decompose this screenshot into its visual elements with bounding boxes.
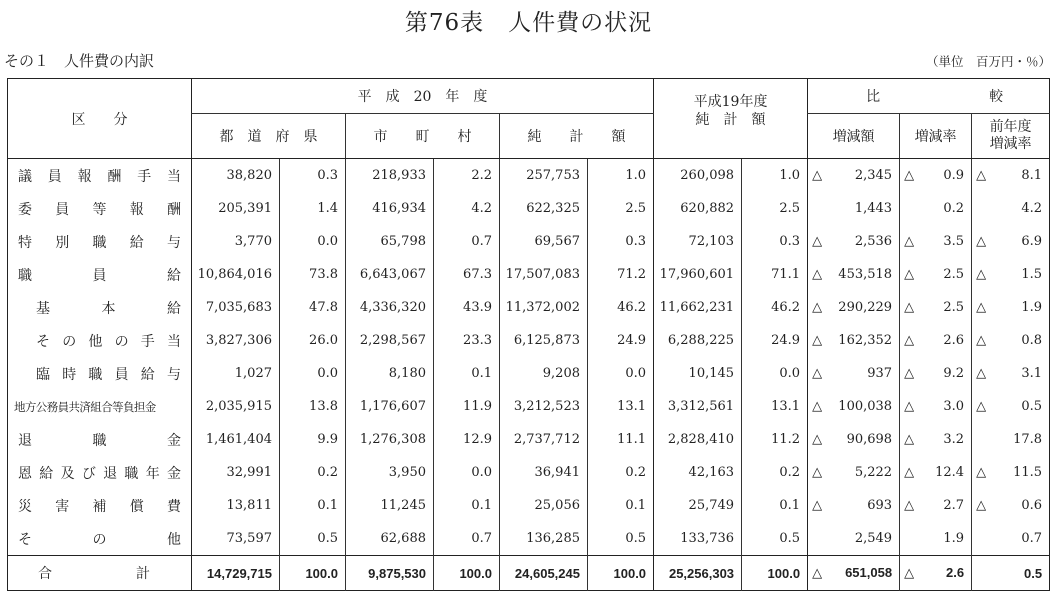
value: 2.6 <box>945 565 965 580</box>
cell-pref: 3,827,306 <box>192 324 280 357</box>
cell-muni: 3,950 <box>346 456 434 489</box>
cell-fy19: 10,145 <box>654 357 742 390</box>
value: 2,345 <box>854 168 893 183</box>
value: 100,038 <box>838 399 893 414</box>
value: 2.7 <box>943 498 965 513</box>
cell-chg <box>808 423 900 456</box>
header-fy19 <box>654 79 808 159</box>
cell-rate <box>900 423 972 456</box>
cell-chg <box>808 258 900 291</box>
decrease-triangle-sign: △ <box>904 565 915 580</box>
table-subtitle: その１ 人件費の内訳 <box>4 52 155 70</box>
row-label: 臨時職員給与 <box>36 366 181 383</box>
cell-rate <box>900 556 972 591</box>
cell-muni-pct: 2.2 <box>434 159 500 193</box>
cell-net-pct: 100.0 <box>588 556 654 591</box>
decrease-triangle-sign: △ <box>812 465 823 480</box>
cell-net-pct: 0.1 <box>588 489 654 522</box>
decrease-triangle-sign: △ <box>812 498 823 513</box>
cell-rate <box>900 456 972 489</box>
cell-muni-pct: 0.1 <box>434 357 500 390</box>
cell-chg <box>808 225 900 258</box>
decrease-triangle-sign: △ <box>904 168 915 183</box>
cell-pref-pct: 1.4 <box>280 192 346 225</box>
decrease-triangle-sign: △ <box>976 465 987 480</box>
decrease-triangle-sign: △ <box>812 399 823 414</box>
cell-rate <box>900 159 972 193</box>
cell-prev <box>972 159 1050 193</box>
header-prefectures: 都 道 府 県 <box>192 114 346 159</box>
cell-pref-pct: 47.8 <box>280 291 346 324</box>
cell-muni-pct: 11.9 <box>434 390 500 423</box>
row-label: 委員等報酬 <box>18 201 181 218</box>
cell-pref: 32,991 <box>192 456 280 489</box>
row-label: 地方公務員共済組合等負担金 <box>14 399 156 414</box>
cell-muni: 62,688 <box>346 522 434 556</box>
cell-chg <box>808 390 900 423</box>
cell-prev <box>972 324 1050 357</box>
cell-muni: 9,875,530 <box>346 556 434 591</box>
cell-prev <box>972 456 1050 489</box>
header-municipalities: 市 町 村 <box>346 114 500 159</box>
cell-net-pct: 0.3 <box>588 225 654 258</box>
row-label: 議員報酬手当 <box>18 168 181 185</box>
cell-pref-pct: 0.0 <box>280 225 346 258</box>
page-title: 第76表 人件費の状況 <box>404 10 653 36</box>
cell-fy19: 3,312,561 <box>654 390 742 423</box>
header-change-rate: 増減率 <box>900 114 972 159</box>
value: 1.9 <box>1021 300 1043 315</box>
cell-net: 3,212,523 <box>500 390 588 423</box>
table-row <box>8 225 1050 258</box>
decrease-triangle-sign: △ <box>812 300 823 315</box>
header-net-total: 純 計 額 <box>500 114 654 159</box>
cell-prev <box>972 423 1050 456</box>
cell-pref: 10,864,016 <box>192 258 280 291</box>
cell-pref-pct: 0.2 <box>280 456 346 489</box>
unit-note: （単位 百万円・％） <box>925 54 1051 69</box>
value: 11.5 <box>1013 465 1043 480</box>
cell-pref-pct: 0.3 <box>280 159 346 193</box>
table-row <box>8 357 1050 390</box>
cell-prev <box>972 357 1050 390</box>
value: 0.7 <box>1021 531 1043 546</box>
value: 0.2 <box>943 201 965 216</box>
cell-rate <box>900 390 972 423</box>
decrease-triangle-sign: △ <box>904 465 915 480</box>
cell-fy19-pct: 100.0 <box>742 556 808 591</box>
decrease-triangle-sign: △ <box>812 366 823 381</box>
cell-net: 17,507,083 <box>500 258 588 291</box>
cell-muni: 416,934 <box>346 192 434 225</box>
cell-muni-pct: 23.3 <box>434 324 500 357</box>
table-row <box>8 192 1050 225</box>
decrease-triangle-sign: △ <box>904 432 915 447</box>
cell-pref: 14,729,715 <box>192 556 280 591</box>
value: 5,222 <box>854 465 893 480</box>
cell-net: 136,285 <box>500 522 588 556</box>
value: 9.2 <box>943 366 965 381</box>
cell-pref-pct: 0.1 <box>280 489 346 522</box>
table-row <box>8 456 1050 489</box>
cell-fy19-pct: 0.5 <box>742 522 808 556</box>
cell-rate <box>900 522 972 556</box>
decrease-triangle-sign: △ <box>976 399 987 414</box>
cell-muni-pct: 4.2 <box>434 192 500 225</box>
value: 0.5 <box>1024 565 1043 581</box>
decrease-triangle-sign: △ <box>976 333 987 348</box>
cell-fy19: 6,288,225 <box>654 324 742 357</box>
cell-muni: 4,336,320 <box>346 291 434 324</box>
value: 2,549 <box>854 531 893 546</box>
decrease-triangle-sign: △ <box>812 432 823 447</box>
cell-net-pct: 46.2 <box>588 291 654 324</box>
cell-net: 9,208 <box>500 357 588 390</box>
cell-fy19: 620,882 <box>654 192 742 225</box>
cell-pref-pct: 73.8 <box>280 258 346 291</box>
row-label: 災害補償費 <box>18 498 181 515</box>
decrease-triangle-sign: △ <box>976 168 987 183</box>
cell-pref: 7,035,683 <box>192 291 280 324</box>
cell-pref-pct: 9.9 <box>280 423 346 456</box>
table-row <box>8 324 1050 357</box>
cell-prev <box>972 291 1050 324</box>
cell-chg <box>808 324 900 357</box>
cell-net-pct: 0.2 <box>588 456 654 489</box>
decrease-triangle-sign: △ <box>904 366 915 381</box>
decrease-triangle-sign: △ <box>904 498 915 513</box>
cell-muni: 1,176,607 <box>346 390 434 423</box>
cell-pref-pct: 13.8 <box>280 390 346 423</box>
cell-prev <box>972 258 1050 291</box>
value: 3.1 <box>1021 366 1043 381</box>
value: 937 <box>867 366 893 381</box>
cell-net: 36,941 <box>500 456 588 489</box>
cell-rate <box>900 324 972 357</box>
row-label: その他の手当 <box>36 333 181 350</box>
cell-fy19: 25,256,303 <box>654 556 742 591</box>
cell-rate <box>900 225 972 258</box>
table-body <box>8 159 1050 591</box>
cell-chg <box>808 489 900 522</box>
personnel-cost-table <box>7 78 1050 591</box>
decrease-triangle-sign: △ <box>812 565 823 580</box>
cell-pref: 73,597 <box>192 522 280 556</box>
cell-pref-pct: 26.0 <box>280 324 346 357</box>
header-prev-rate-line2: 増減率 <box>989 136 1032 152</box>
cell-fy19: 72,103 <box>654 225 742 258</box>
value: 6.9 <box>1021 234 1043 249</box>
cell-pref: 205,391 <box>192 192 280 225</box>
cell-chg <box>808 192 900 225</box>
cell-fy19-pct: 0.0 <box>742 357 808 390</box>
cell-fy19-pct: 71.1 <box>742 258 808 291</box>
cell-muni: 218,933 <box>346 159 434 193</box>
value: 8.1 <box>1021 168 1043 183</box>
value: 693 <box>867 498 893 513</box>
cell-prev <box>972 225 1050 258</box>
cell-muni-pct: 0.0 <box>434 456 500 489</box>
cell-pref-pct: 0.0 <box>280 357 346 390</box>
cell-muni-pct: 100.0 <box>434 556 500 591</box>
cell-rate <box>900 258 972 291</box>
header-fy19-line2: 純 計 額 <box>695 112 766 128</box>
decrease-triangle-sign: △ <box>976 234 987 249</box>
cell-muni-pct: 0.7 <box>434 522 500 556</box>
header-prev-rate-line1: 前年度 <box>989 119 1032 135</box>
cell-muni: 2,298,567 <box>346 324 434 357</box>
decrease-triangle-sign: △ <box>976 498 987 513</box>
cell-fy19: 2,828,410 <box>654 423 742 456</box>
cell-prev <box>972 522 1050 556</box>
cell-net-pct: 1.0 <box>588 159 654 193</box>
cell-fy19-pct: 1.0 <box>742 159 808 193</box>
table-row <box>8 390 1050 423</box>
cell-fy19-pct: 0.3 <box>742 225 808 258</box>
cell-prev <box>972 390 1050 423</box>
cell-net: 2,737,712 <box>500 423 588 456</box>
cell-pref: 13,811 <box>192 489 280 522</box>
table-row <box>8 291 1050 324</box>
value: 3.2 <box>943 432 965 447</box>
row-label: 職員給 <box>18 267 181 284</box>
cell-net: 11,372,002 <box>500 291 588 324</box>
cell-rate <box>900 489 972 522</box>
cell-fy19-pct: 0.2 <box>742 456 808 489</box>
table-row <box>8 423 1050 456</box>
value: 2.5 <box>943 267 965 282</box>
value: 1,443 <box>854 201 893 216</box>
row-label: 退職金 <box>18 432 181 449</box>
value: 0.8 <box>1021 333 1043 348</box>
row-label: 恩給及び退職年金 <box>18 465 181 482</box>
decrease-triangle-sign: △ <box>904 333 915 348</box>
cell-muni-pct: 0.7 <box>434 225 500 258</box>
decrease-triangle-sign: △ <box>812 234 823 249</box>
decrease-triangle-sign: △ <box>904 300 915 315</box>
header-fy19-line1: 平成19年度 <box>693 94 768 110</box>
value: 1.9 <box>943 531 965 546</box>
value: 4.2 <box>1021 201 1043 216</box>
value: 0.5 <box>1021 399 1043 414</box>
value: 2.5 <box>943 300 965 315</box>
value: 290,229 <box>838 300 893 315</box>
value: 3.0 <box>943 399 965 414</box>
header-category: 区 分 <box>8 79 192 159</box>
decrease-triangle-sign: △ <box>976 366 987 381</box>
cell-chg <box>808 456 900 489</box>
cell-net-pct: 24.9 <box>588 324 654 357</box>
cell-fy19: 260,098 <box>654 159 742 193</box>
cell-muni: 6,643,067 <box>346 258 434 291</box>
row-label: 合 計 <box>8 556 192 591</box>
value: 17.8 <box>1013 432 1043 447</box>
cell-fy19: 25,749 <box>654 489 742 522</box>
decrease-triangle-sign: △ <box>904 234 915 249</box>
cell-prev <box>972 556 1050 591</box>
cell-pref: 1,027 <box>192 357 280 390</box>
decrease-triangle-sign: △ <box>976 267 987 282</box>
cell-fy19-pct: 13.1 <box>742 390 808 423</box>
decrease-triangle-sign: △ <box>976 300 987 315</box>
header-compare-left: 比 <box>866 89 881 105</box>
cell-net: 257,753 <box>500 159 588 193</box>
cell-muni: 8,180 <box>346 357 434 390</box>
cell-fy19-pct: 46.2 <box>742 291 808 324</box>
decrease-triangle-sign: △ <box>904 399 915 414</box>
value: 453,518 <box>838 267 893 282</box>
cell-chg <box>808 159 900 193</box>
cell-net: 24,605,245 <box>500 556 588 591</box>
cell-muni-pct: 12.9 <box>434 423 500 456</box>
cell-fy19: 17,960,601 <box>654 258 742 291</box>
value: 1.5 <box>1021 267 1043 282</box>
table-row <box>8 522 1050 556</box>
decrease-triangle-sign: △ <box>812 333 823 348</box>
value: 651,058 <box>845 565 893 580</box>
cell-fy19: 42,163 <box>654 456 742 489</box>
cell-fy19-pct: 11.2 <box>742 423 808 456</box>
cell-net: 69,567 <box>500 225 588 258</box>
cell-net-pct: 13.1 <box>588 390 654 423</box>
cell-net-pct: 71.2 <box>588 258 654 291</box>
cell-net: 6,125,873 <box>500 324 588 357</box>
cell-muni-pct: 43.9 <box>434 291 500 324</box>
cell-prev <box>972 192 1050 225</box>
row-label: その他 <box>18 531 181 548</box>
cell-net-pct: 2.5 <box>588 192 654 225</box>
cell-fy19: 133,736 <box>654 522 742 556</box>
table-row <box>8 159 1050 193</box>
cell-pref: 1,461,404 <box>192 423 280 456</box>
cell-muni: 1,276,308 <box>346 423 434 456</box>
value: 12.4 <box>935 465 965 480</box>
row-label: 特別職給与 <box>18 234 181 251</box>
cell-net-pct: 0.5 <box>588 522 654 556</box>
table-row <box>8 489 1050 522</box>
table-row <box>8 258 1050 291</box>
cell-rate <box>900 192 972 225</box>
cell-chg <box>808 556 900 591</box>
value: 90,698 <box>846 432 893 447</box>
cell-net-pct: 0.0 <box>588 357 654 390</box>
row-label: 基本給 <box>36 300 181 317</box>
decrease-triangle-sign: △ <box>812 168 823 183</box>
cell-net-pct: 11.1 <box>588 423 654 456</box>
total-row <box>8 556 1050 591</box>
value: 0.9 <box>943 168 965 183</box>
value: 162,352 <box>838 333 893 348</box>
cell-chg <box>808 357 900 390</box>
cell-muni-pct: 67.3 <box>434 258 500 291</box>
cell-fy19-pct: 2.5 <box>742 192 808 225</box>
cell-net: 25,056 <box>500 489 588 522</box>
header-compare-right: 較 <box>989 89 1004 105</box>
cell-pref-pct: 100.0 <box>280 556 346 591</box>
value: 0.6 <box>1021 498 1043 513</box>
decrease-triangle-sign: △ <box>812 267 823 282</box>
cell-rate <box>900 357 972 390</box>
cell-fy19-pct: 0.1 <box>742 489 808 522</box>
cell-fy19: 11,662,231 <box>654 291 742 324</box>
value: 2,536 <box>854 234 893 249</box>
cell-net: 622,325 <box>500 192 588 225</box>
cell-chg <box>808 291 900 324</box>
cell-pref-pct: 0.5 <box>280 522 346 556</box>
header-prev-rate <box>972 114 1050 159</box>
cell-chg <box>808 522 900 556</box>
cell-prev <box>972 489 1050 522</box>
cell-muni: 11,245 <box>346 489 434 522</box>
header-compare <box>808 79 1050 114</box>
cell-fy19-pct: 24.9 <box>742 324 808 357</box>
header-fy20: 平 成 20 年 度 <box>192 79 654 114</box>
header-change-amount: 増減額 <box>808 114 900 159</box>
value: 3.5 <box>943 234 965 249</box>
cell-pref: 2,035,915 <box>192 390 280 423</box>
cell-rate <box>900 291 972 324</box>
decrease-triangle-sign: △ <box>904 267 915 282</box>
cell-pref: 3,770 <box>192 225 280 258</box>
cell-pref: 38,820 <box>192 159 280 193</box>
cell-muni: 65,798 <box>346 225 434 258</box>
value: 2.6 <box>943 333 965 348</box>
cell-muni-pct: 0.1 <box>434 489 500 522</box>
